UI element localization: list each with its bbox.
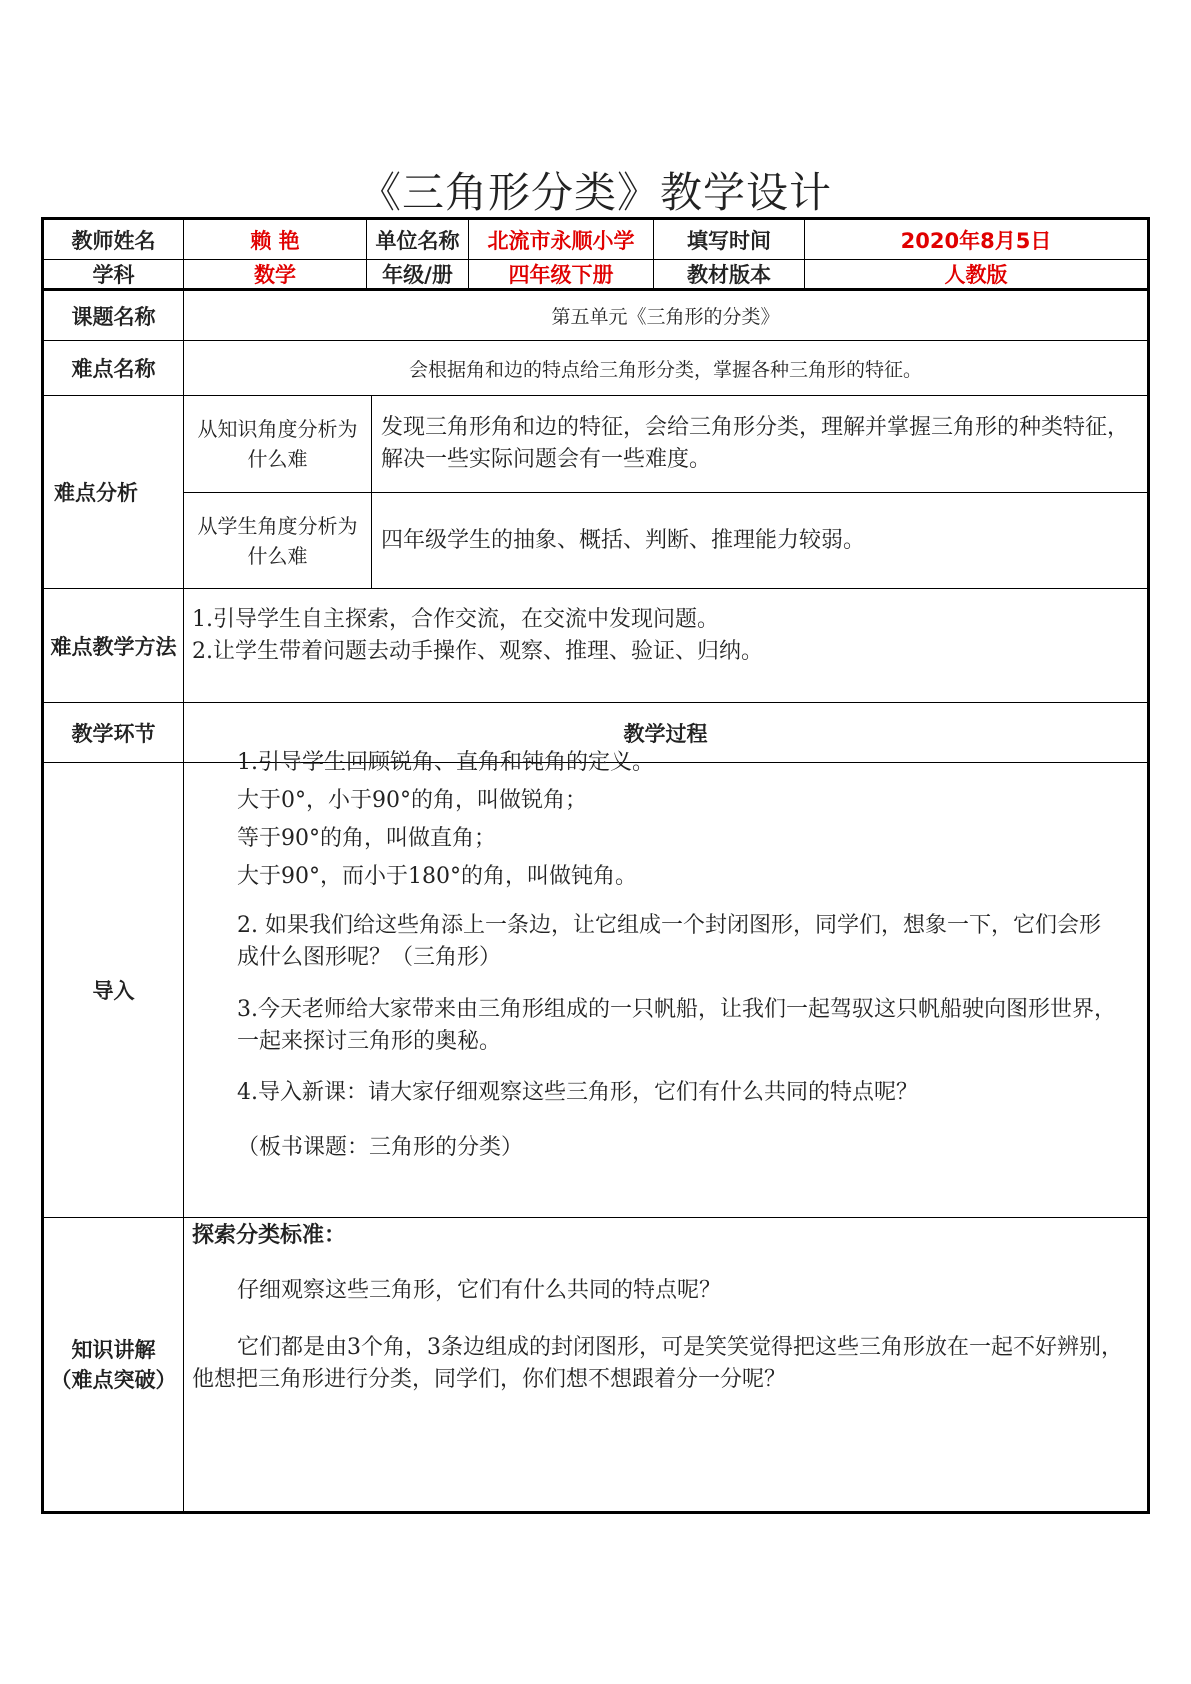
- intro-paragraph-2: 大于0°，小于90°的角，叫做锐角；: [237, 788, 587, 813]
- teacher-label: 教师姓名: [71, 228, 156, 253]
- intro-paragraph-5: 2. 如果我们给这些角添上一条边，让它组成一个封闭图形，同学们，想象一下，它们会形成什么图形呢？（三角形）: [237, 913, 1101, 970]
- method-line-2: 2.让学生带着问题去动手操作、观察、推理、验证、归纳。: [192, 639, 763, 664]
- date-label: 填写时间: [687, 228, 771, 253]
- knowledge-angle-text: 发现三角形角和边的特征，会给三角形分类，理解并掌握三角形的种类特征，解决一些实际问题会有一些难度。: [381, 415, 1130, 472]
- edition-value: 人教版: [944, 263, 1008, 287]
- knowledge-label-line2: （难点突破）: [50, 1367, 177, 1392]
- intro-paragraph-8: （板书课题：三角形的分类）: [237, 1135, 524, 1160]
- method-label: 难点教学方法: [50, 634, 177, 659]
- student-angle-label-line1: 从学生角度分析为: [197, 513, 358, 538]
- col-divider: [371, 395, 372, 588]
- knowledge-paragraph-1: 仔细观察这些三角形，它们有什么共同的特点呢？: [237, 1278, 722, 1303]
- row-divider: [44, 588, 1147, 589]
- unit-value: 北流市永顺小学: [487, 228, 635, 253]
- intro-paragraph-3: 等于90°的角，叫做直角；: [237, 826, 496, 851]
- topic-label: 课题名称: [71, 304, 156, 329]
- intro-label: 导入: [92, 979, 135, 1003]
- process-stage-header: 教学环节: [71, 721, 156, 746]
- subject-value: 数学: [254, 263, 296, 287]
- intro-paragraph-7: 4.导入新课：请大家仔细观察这些三角形，它们有什么共同的特点呢？: [237, 1080, 918, 1105]
- intro-paragraph-4: 大于90°，而小于180°的角，叫做钝角。: [237, 864, 637, 889]
- unit-label: 单位名称: [375, 228, 460, 253]
- intro-paragraph-1: 1.引导学生回顾锐角、直角和钝角的定义。: [237, 750, 654, 775]
- analysis-label: 难点分析: [54, 481, 138, 505]
- date-value: 2020年8月5日: [900, 228, 1052, 253]
- student-angle-label: [184, 493, 371, 588]
- grade-value: 四年级下册: [508, 263, 614, 287]
- knowledge-label: [44, 1218, 183, 1511]
- method-line-1: 1.引导学生自主探索，合作交流，在交流中发现问题。: [192, 607, 719, 632]
- page-title: 《三角形分类》教学设计: [358, 168, 832, 217]
- difficulty-label: 难点名称: [71, 357, 156, 381]
- knowledge-angle-label-line1: 从知识角度分析为: [197, 417, 358, 441]
- knowledge-heading: 探索分类标准：: [192, 1223, 347, 1248]
- row-divider: [44, 1217, 1147, 1218]
- knowledge-paragraph-2: 它们都是由3个角，3条边组成的封闭图形，可是笑笑觉得把这些三角形放在一起不好辨别，他想把三角形进行分类，同学们，你们想不想跟着分一分呢？: [192, 1335, 1123, 1392]
- student-angle-label-line2: 什么难: [247, 543, 308, 568]
- topic-value: 第五单元《三角形的分类》: [551, 306, 780, 328]
- teacher-value: 赖 艳: [250, 228, 300, 253]
- student-angle-text: 四年级学生的抽象、概括、判断、推理能力较弱。: [381, 527, 866, 553]
- edition-label: 教材版本: [687, 263, 771, 287]
- knowledge-angle-label: [184, 396, 371, 492]
- lesson-plan-table: [41, 217, 1150, 1514]
- difficulty-value: 会根据角和边的特点给三角形分类，掌握各种三角形的特征。: [408, 358, 922, 381]
- intro-paragraph-6: 3.今天老师给大家带来由三角形组成的一只帆船，让我们一起驾驭这只帆船驶向图形世界，一起来探讨三角形的奥秘。: [237, 997, 1116, 1054]
- subject-label: 学科: [92, 263, 135, 287]
- process-content-header: 教学过程: [623, 721, 708, 746]
- knowledge-angle-label-line2: 什么难: [247, 447, 308, 471]
- knowledge-label-line1: 知识讲解: [71, 1337, 156, 1362]
- grade-label: 年级/册: [382, 263, 453, 287]
